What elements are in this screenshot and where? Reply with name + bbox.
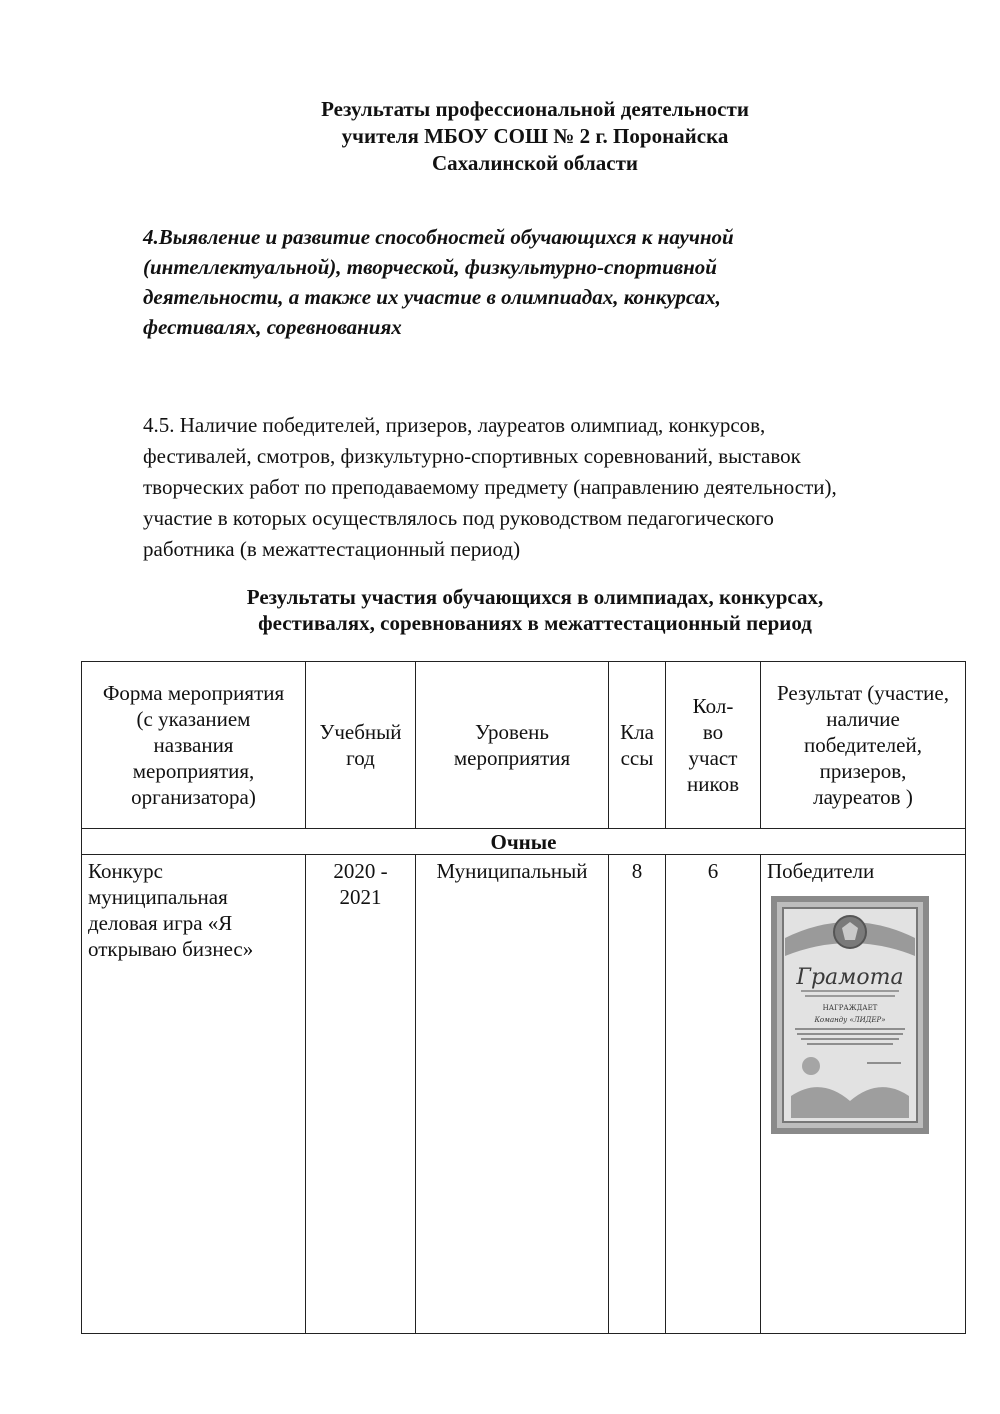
svg-text:Грамота: Грамота <box>796 965 904 990</box>
section-line-2: (интеллектуальной), творческой, физкультурно-спортивной <box>143 255 717 279</box>
table-title-line-1: Результаты участия обучающихся в олимпиадах, конкурсах, <box>246 585 824 609</box>
stamp-icon <box>802 1057 820 1075</box>
section-line-3: деятельности, а также их участие в олимпиадах, конкурсах, <box>143 285 721 309</box>
header-result: Результат (участие, наличие победителей, призеров, лауреатов ) <box>761 662 966 829</box>
certificate-image <box>771 896 929 1134</box>
svg-text:Команду «ЛИДЕР»: Команду «ЛИДЕР» <box>814 1016 886 1024</box>
paragraph-line-1: 4.5. Наличие победителей, призеров, лауреатов олимпиад, конкурсов, <box>143 413 766 437</box>
section-line-4: фестивалях, соревнованиях <box>143 315 402 339</box>
group-label: Очные <box>82 829 966 855</box>
cell-result <box>761 855 966 1334</box>
header-event-level: Уровень мероприятия <box>416 662 609 829</box>
table-title <box>0 584 1000 636</box>
header-event-form: Форма мероприятия (с указанием названия мероприятия, организатора) <box>82 662 306 829</box>
table-row <box>82 855 966 1334</box>
header-participants: Кол- во участ ников <box>666 662 761 829</box>
cell-event: Конкурс муниципальная деловая игра «Я открываю бизнес» <box>82 855 306 1334</box>
group-row <box>82 829 966 855</box>
title-line-3: Сахалинской области <box>431 151 639 175</box>
title-line-1: Результаты профессиональной деятельности <box>321 97 749 121</box>
criterion-paragraph <box>143 410 943 565</box>
cell-participants: 6 <box>666 855 761 1334</box>
paragraph-line-5: работника (в межаттестационный период) <box>143 537 521 561</box>
paragraph-line-3: творческих работ по преподаваемому предмету (направлению деятельности), <box>143 475 837 499</box>
header-school-year: Учебный год <box>306 662 416 829</box>
document-title <box>0 96 1000 177</box>
table-header-row <box>82 662 966 829</box>
paragraph-line-4: участие в которых осуществлялось под руководством педагогического <box>143 506 774 530</box>
section-line-1: 4.Выявление и развитие способностей обучающихся к научной <box>143 225 734 249</box>
result-text: Победители <box>767 859 875 883</box>
cell-level: Муниципальный <box>416 855 609 1334</box>
title-line-2: учителя МБОУ СОШ № 2 г. Поронайска <box>341 124 729 148</box>
table-title-line-2: фестивалях, соревнованиях в межаттестационный период <box>258 611 812 635</box>
svg-text:НАГРАЖДАЕТ: НАГРАЖДАЕТ <box>822 1004 878 1012</box>
section-heading <box>143 222 863 342</box>
paragraph-line-2: фестивалей, смотров, физкультурно-спортивных соревнований, выставок <box>143 444 801 468</box>
results-table <box>81 661 966 1334</box>
header-grades: Кла ссы <box>609 662 666 829</box>
cell-year: 2020 - 2021 <box>306 855 416 1334</box>
cell-grade: 8 <box>609 855 666 1334</box>
